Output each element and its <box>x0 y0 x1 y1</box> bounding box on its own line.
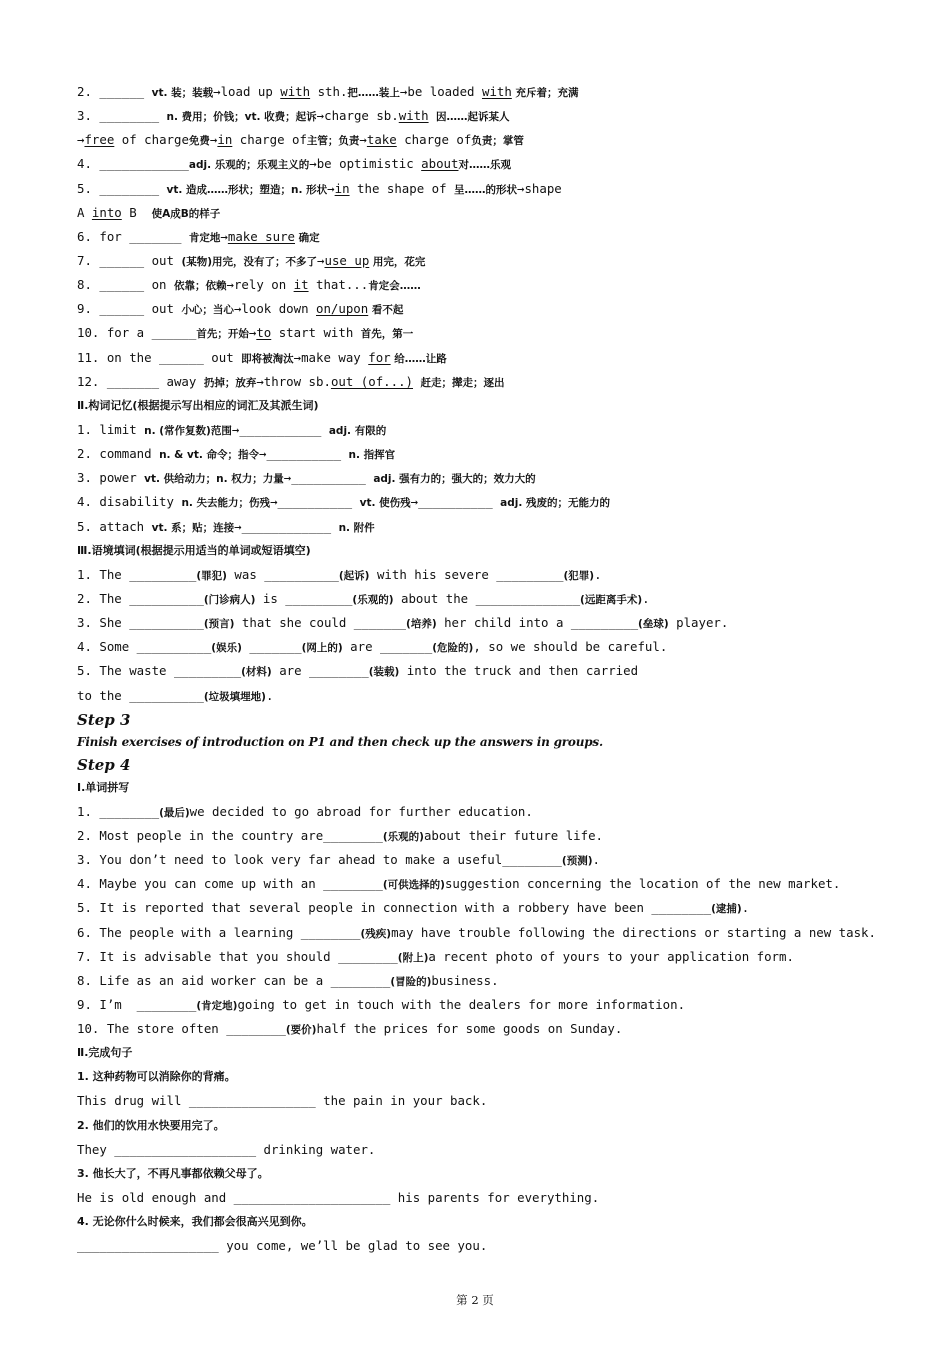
vocab-item-8: 8. ______ on 依靠；依赖→rely on it that...肯定会…… <box>77 277 421 293</box>
context-fill-item: 4. Some __________(娱乐) _______(网上的) are _______(危险的), so we should be careful. <box>77 639 668 655</box>
sentence-prompt-zh: 2. 他们的饮用水快要用完了。 <box>77 1118 225 1132</box>
vocab-item-3: 3. ________ n. 费用；价钱；vt. 收费；起诉→charge sb.with 因……起诉某人 <box>77 108 510 124</box>
vocab-item-7: 7. ______ out (某物)用完，没有了；不多了→use up 用完，花完 <box>77 252 426 268</box>
vocab-item-9: 9. ______ out 小心；当心→look down on/upon 看不起 <box>77 301 404 317</box>
vocab-item-4: 4. ____________adj. 乐观的；乐观主义的→be optimistic about对……乐观 <box>77 156 511 172</box>
vocab-item-3-continued: →free of charge免费→in charge of主管；负责→take charge of负责；掌管 <box>77 132 524 148</box>
context-fill-heading: Ⅲ.语境填词(根据提示用适当的单词或短语填空) <box>77 543 311 557</box>
context-fill-item: 1. The _________(罪犯) was __________(起诉) with his severe _________(犯罪). <box>77 566 602 582</box>
vocab-item-11: 11. on the ______ out 即将被淘汰→make way for 给……让路 <box>77 349 447 365</box>
word-formation-heading: Ⅱ.构词记忆(根据提示写出相应的词汇及其派生词) <box>77 398 319 412</box>
context-fill-item: 3. She __________(预言) that she could _______(培养) her child into a _________(垒球) player. <box>77 615 729 631</box>
spelling-heading: Ⅰ.单词拼写 <box>77 780 130 794</box>
word-formation-item: 1. limit n. (常作复数)范围→___________ adj. 有限的 <box>77 421 387 437</box>
word-formation-item: 3. power vt. 供给动力；n. 权力；力量→__________ adj. 强有力的；强大的；效力大的 <box>77 470 536 486</box>
sentence-prompt-zh: 1. 这种药物可以消除你的背痛。 <box>77 1070 236 1084</box>
vocab-item-10: 10. for a ______首先；开始→to start with 首先，第一 <box>77 325 414 341</box>
sentence-answer-en: They ___________________ drinking water. <box>77 1141 376 1157</box>
vocab-item-5: 5. ________ vt. 造成……形状；塑造；n. 形状→in the shape of 呈……的形状→shape <box>77 180 562 196</box>
context-fill-item: 5. The waste _________(材料) are ________(装载) into the truck and then carried <box>77 663 639 679</box>
document-content <box>77 80 877 1258</box>
step4-title: Step 4 <box>77 755 131 774</box>
word-formation-item: 4. disability n. 失去能力；伤残→__________ vt. 使伤残→__________ adj. 残废的；无能力的 <box>77 494 610 510</box>
spelling-item: 2. Most people in the country are________(乐观的)about their future life. <box>77 827 604 843</box>
context-fill-item: 2. The __________(门诊病人) is _________(乐观的) about the ______________(远距离手术). <box>77 590 650 606</box>
spelling-item: 10. The store often ________(要价)half the prices for some goods on Sunday. <box>77 1021 623 1037</box>
step3-title: Step 3 <box>77 710 131 729</box>
spelling-item: 9. I’m ________(肯定地)going to get in touch with the dealers for more information. <box>77 996 686 1012</box>
step3-description: Finish exercises of introduction on P1 and then check up the answers in groups. <box>77 734 603 749</box>
sentences-heading: Ⅱ.完成句子 <box>77 1046 133 1060</box>
word-formation-item: 5. attach vt. 系；贴；连接→____________ n. 附件 <box>77 518 375 534</box>
vocab-item-12: 12. _______ away 扔掉；放弃→throw sb.out (of...) 赶走；撵走；逐出 <box>77 373 505 389</box>
vocab-item-2: 2. ______ vt. 装；装载→load up with sth.把……装上→be loaded with 充斥着；充满 <box>77 84 579 99</box>
context-fill-item-continued: to the __________(垃圾填埋地). <box>77 687 274 703</box>
spelling-item: 4. Maybe you can come up with an ________(可供选择的)suggestion concerning the location of the new market. <box>77 876 841 892</box>
word-formation-item: 2. command n. & vt. 命令；指令→__________ n. 指挥官 <box>77 446 396 462</box>
sentence-prompt-zh: 3. 他长大了，不再凡事都依赖父母了。 <box>77 1166 269 1180</box>
page-number: 第 2 页 <box>456 1293 494 1307</box>
vocab-item-5-continued: A into B 使A成B的样子 <box>77 204 221 220</box>
sentence-answer-en: He is old enough and _____________________ his parents for everything. <box>77 1190 600 1206</box>
sentence-answer-en: This drug will _________________ the pain in your back. <box>77 1093 488 1109</box>
spelling-item: 8. Life as an aid worker can be a ________(冒险的)business. <box>77 972 499 988</box>
spelling-item: 3. You don’t need to look very far ahead to make a useful________(预测). <box>77 852 600 868</box>
vocab-item-6: 6. for _______ 肯定地→make sure 确定 <box>77 228 320 244</box>
sentence-prompt-zh: 4. 无论你什么时候来，我们都会很高兴见到你。 <box>77 1215 313 1229</box>
spelling-item: 7. It is advisable that you should ________(附上)a recent photo of yours to your application form. <box>77 948 794 964</box>
spelling-item: 5. It is reported that several people in connection with a robbery have been ________(逮捕). <box>77 900 750 916</box>
spelling-item: 1. ________(最后)we decided to go abroad for further education. <box>77 803 533 819</box>
sentence-answer-en: ___________________ you come, we’ll be glad to see you. <box>77 1238 488 1254</box>
spelling-item: 6. The people with a learning ________(残疾)may have trouble following the directions or starting a new task. <box>77 924 876 940</box>
